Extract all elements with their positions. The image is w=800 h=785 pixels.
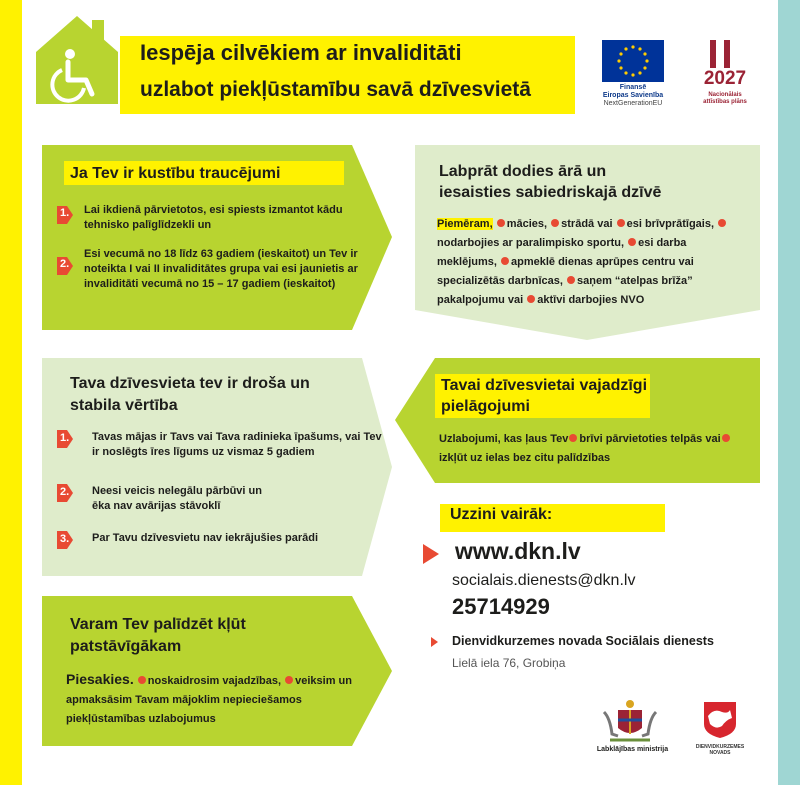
arrow-right-icon [423,544,439,564]
mobility-condition-1: Lai ikdienā pārvietotos, esi spiests izmantot kādu tehnisko palīglīdzekli un [84,204,343,231]
more-info-title: Uzzini vairāk: [442,504,558,528]
panel-safe-home-heading-1: Tava dzīvesvieta tev ir droša un [70,375,310,392]
social-activities-list: Piemēram, mācies, strādā vai esi brīvprātīgais, nodarbojies ar paralimpisko sportu, esi darba meklējums, apmeklē dienas aprūpes centru vai specializētās darbnīcas, saņem “atelpas brīža” pakalpojumu vai aktīvi darbojies NVO [437,215,749,310]
panel-help [42,596,392,746]
home-condition-3: Par Tavu dzīvesvietu nav iekrājušies parādi [92,532,319,544]
phone-number[interactable]: 25714929 [452,594,550,619]
panel-mobility: Ja Tev ir kustību traucējumi 1. Lai ikdienā pārvietotos, esi spiests izmantot kādu tehnisko palīglīdzekli un 2. Esi vecumā no 18 līdz 63 gadiem (ieskaitot) un Tev ir noteikta I vai II invaliditātes grupa vai esi jaunietis ar invaliditāti vecumā no 15 – 17 gadiem (ieskaitot) [42,145,392,330]
organization-address: Lielā iela 76, Grobiņa [452,656,566,670]
home-condition-1: Tavas mājas ir Tavs vai Tava radinieka īpašums, vai Tev ir noslēgts īres līgums uz vismaz 5 gadiem [92,431,382,458]
latvia-coat-of-arms-icon [600,698,660,743]
national-plan-logo: 2027 Nacionālais attīstības plāns [690,40,760,115]
panel-adaptations-heading-1: Tavai dzīvesvietai vajadzīgi [441,377,648,394]
organization-name: Dienvidkurzemes novada Sociālais dienests [452,634,714,648]
eu-funding-label: Finansē Eiropas Savienība NextGenerationEU [602,84,664,107]
panel-social-life [415,145,760,340]
panel-help-heading-2: patstāvīgākam [70,638,182,655]
ministry-label: Labklājības ministrija [596,746,669,753]
panel-safe-home: Tava dzīvesvieta tev ir droša un stabila vērtība 1. Tavas mājas ir Tavs vai Tava radinieka īpašums, vai Tev ir noslēgts īres līgums uz vismaz 5 gadiem 2. Neesi veicis nelegālu pārbūvi un ēka nav avārijas stāvoklī 3. Par Tavu dzīvesvietu nav iekrājušies parādi [42,358,392,576]
page-title-line2: uzlabot piekļūstamību savā dzīvesvietā [140,78,531,101]
panel-adaptations [395,358,760,483]
left-yellow-stripe [0,0,22,785]
panel-adaptations-heading-2: pielāgojumi [441,398,530,415]
email-link[interactable]: socialais.dienests@dkn.lv [452,572,636,589]
house-wheelchair-icon [34,14,120,106]
right-teal-stripe [778,0,800,785]
page-title-line1: Iespēja cilvēkiem ar invaliditāti [140,40,462,65]
panel-social-life-heading-1: Labprāt dodies ārā un [439,163,607,180]
county-label: DIENVIDKURZEMES NOVADS [695,744,745,756]
home-condition-2: Neesi veicis nelegālu pārbūvi un ēka nav avārijas stāvoklī [92,485,262,512]
help-description: Piesakies. noskaidrosim vajadzības, veiksim un apmaksāsim Tavam mājoklim nepieciešamos piekļūstamības uzlabojumus [66,671,352,725]
mobility-condition-2: Esi vecumā no 18 līdz 63 gadiem (ieskaitot) un Tev ir noteikta I vai II invaliditātes grupa vai esi jaunietis ar invaliditāti vecumā no 15 – 17 gadiem (ieskaitot) [84,248,358,290]
panel-mobility-heading: Ja Tev ir kustību traucējumi [70,165,281,182]
arrow-right-small-icon [431,637,438,647]
panel-social-life-heading-2: iesaisties sabiedriskajā dzīvē [439,184,662,201]
panel-safe-home-heading-2: stabila vērtība [70,397,178,414]
county-shield-icon [700,700,740,740]
adaptations-description: Uzlabojumi, kas ļaus Tev brīvi pārvietoties telpās vaiizkļūt uz ielas bez citu palīdzības [439,430,749,468]
website-link[interactable]: www.dkn.lv [455,538,581,564]
eu-flag-icon [602,40,664,82]
panel-help-heading-1: Varam Tev palīdzēt kļūt [70,616,246,633]
